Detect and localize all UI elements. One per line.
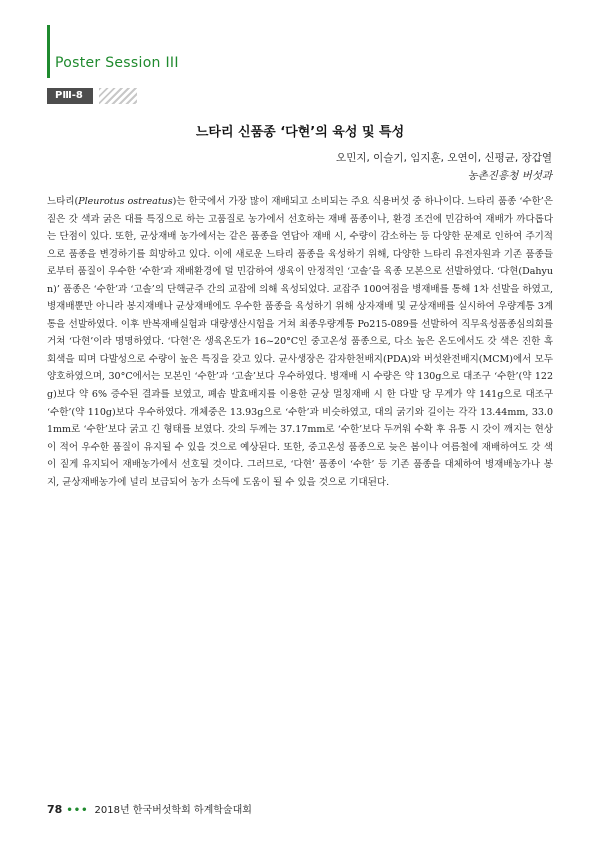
section-title: Poster Session III [55,55,179,71]
abstract-body [47,193,553,491]
paper-authors: 오민지, 이슬기, 임지훈, 오연이, 신평균, 장갑열 [336,152,552,164]
footer-dots: ••• [66,805,89,816]
poster-number-label: PⅢ-8 [47,88,93,104]
scientific-name: Pleurotus ostreatus [78,196,173,207]
paper-affiliation: 농촌진흥청 버섯과 [467,170,552,182]
abstract-text-start: 느타리( [47,196,79,207]
abstract-text-rest: )는 한국에서 가장 많이 재배되고 소비되는 주요 식용버섯 중 하나이다. 느타리 품종 ‘수한’은 짙은 갓 색과 굵은 대를 특징으로 하는 고품질로 농가에서 선호하는 재배 품종이나, 환경 조건에 민감하여 재배가 까다롭다는 단점이 있다. 또한, 균상재배 농가에서는 같은 품종을 연답아 재배 시, 수량이 감소하는 등 다양한 문제로 인하여 주기적으로 품종을 변경하기를 희망하고 있다. 이에 새로운 느타리 품종을 육성하기 위해, 다양한 느타리 유전자원과 기존 품종들로부터 품질이 우수한 ‘수한’과 재배환경에 덜 민감하여 생육이 안정적인 ‘고솔’을 육종 모본으로 선발하였다. ‘다현(Dahyun)’ 품종은 ‘수한’과 ‘고솔’의 단핵균주 간의 교잡에 의해 육성되었다. 교잡주 100여점을 병재배를 통해 1차 선발을 하였고, 병재배뿐만 아니라 봉지재배나 균상재배에도 우수한 품종을 육성하기 위해 상자재배 및 균상재배를 실시하여 우량계통 3계통을 선발하였다. 이후 반복재배실험과 대량생산시험을 거쳐 최종우량계통 Po215-089를 선발하여 직무육성품종심의회를 거쳐 ‘다현’이라 명명하였다. ‘다현’은 생육온도가 16~20°C인 중고온성 품종으로, 다소 높은 온도에서도 갓 색은 진한 흑회색을 띠며 다발성으로 수량이 높은 특징을 갖고 있다. 균사생장은 감자한천배지(PDA)와 버섯완전배지(MCM)에서 모두 양호하였으며, 30°C에서는 모본인 ‘수한’과 ‘고솔’보다 우수하였다. 병재배 시 수량은 약 130g으로 대조구 ‘수한’(약 122g)보다 약 6% 증수된 결과를 보였고, 폐솜 발효배지를 이용한 균상 멀칭재배 시 한 다발 당 무게가 약 141g으로 대조구 ‘수한’(약 110g)보다 우수하였다. 개체중은 13.93g으로 ‘수한’과 비슷하였고, 대의 굵기와 길이는 각각 13.44mm, 33.01mm로 ‘수한’보다 굵고 긴 형태를 보였다. 갓의 두께는 37.17mm로 ‘수한’보다 두꺼워 수확 후 유통 시 갓이 깨지는 현상이 적어 우수한 품질이 유지될 수 있을 것으로 예상된다. 또한, 중고온성 품종으로 늦은 봄이나 여름철에 재배하여도 갓 색이 짙게 유지되어 재배농가에서 선호될 것이다. 그러므로, ‘다현’ 품종이 ‘수한’ 등 기존 품종을 대체하여 병재배농가나 봉지, 균상재배농가에 널리 보급되어 농가 소득에 도움이 될 수 있을 것으로 기대된다. [47,196,553,488]
section-accent-bar [47,25,50,78]
paper-title: 느타리 신품종 ‘다현’의 육성 및 특성 [195,125,405,140]
page-number: 78 [47,803,63,816]
poster-badge [47,88,127,104]
event-name: 2018년 한국버섯학회 하계학술대회 [94,805,252,816]
page-footer [47,801,252,816]
badge-hatch-decoration [99,88,137,104]
